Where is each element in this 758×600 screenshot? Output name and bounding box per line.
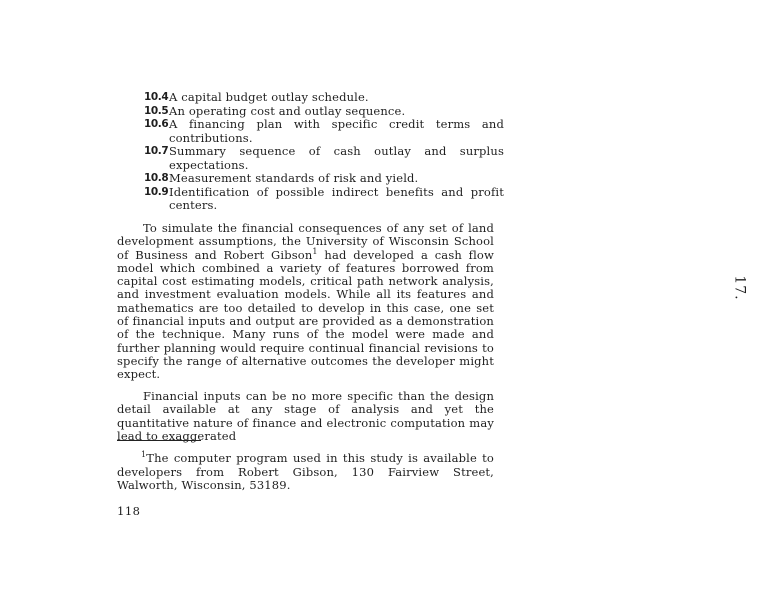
body-paragraph-2: Financial inputs can be no more specific than the design detail available at any stage of analysis and yet the quantitative nature of finance and electronic computation may lead to exaggerated <box>117 389 494 443</box>
list-item <box>144 91 504 104</box>
list-item <box>144 186 504 212</box>
list-item-number: 10.7 <box>144 145 169 158</box>
list-item-text: Identification of possible indirect benefits and profit centers. <box>169 184 504 213</box>
list-item <box>144 172 504 185</box>
numbered-list <box>144 91 504 213</box>
list-item-number: 10.4 <box>144 91 169 103</box>
list-item <box>144 145 504 171</box>
list-item-text: A financing plan with specific credit terms and contributions. <box>169 117 504 145</box>
footnote-divider <box>117 440 201 441</box>
footnote <box>117 452 494 493</box>
rotated-page-number: 17. <box>731 275 748 301</box>
page-number: 118 <box>117 504 141 518</box>
list-item-text: A capital budget outlay schedule. <box>169 90 369 104</box>
list-item-text: Measurement standards of risk and yield. <box>169 171 419 186</box>
list-item-number: 10.8 <box>144 172 169 185</box>
list-item <box>144 118 504 144</box>
paragraph-text: To simulate the financial consequences of any set of land development assumptions, the University of Wisconsin School of Business and Robert Gibson <box>117 221 494 262</box>
list-item-text: Summary sequence of cash outlay and surplus expectations. <box>169 144 504 172</box>
list-item-number: 10.6 <box>144 118 169 131</box>
body-paragraph-1 <box>117 222 494 382</box>
footnote-marker: 1 <box>141 450 147 460</box>
list-item-text: An operating cost and outlay sequence. <box>169 103 406 118</box>
list-item <box>144 105 504 118</box>
list-item-number: 10.5 <box>144 104 169 117</box>
footnote-text: The computer program used in this study is available to developers from Robert Gibson, 130 Fairview Street, Walworth, Wisconsin, 53189. <box>117 451 494 493</box>
paragraph-text: had developed a cash flow model which combined a variety of features borrowed from capital cost estimating models, critical path network analysis, and investment evaluation models. While all its features and mathematics are too detailed to develop in this case, one set of financial inputs and output are provided as a demonstration of the technique. Many runs of the model were made and further planning would require continual financial revisions to specify the range of alternative outcomes the developer might expect. <box>117 247 494 382</box>
list-item-number: 10.9 <box>144 185 169 198</box>
footnote-reference: 1 <box>312 246 318 256</box>
